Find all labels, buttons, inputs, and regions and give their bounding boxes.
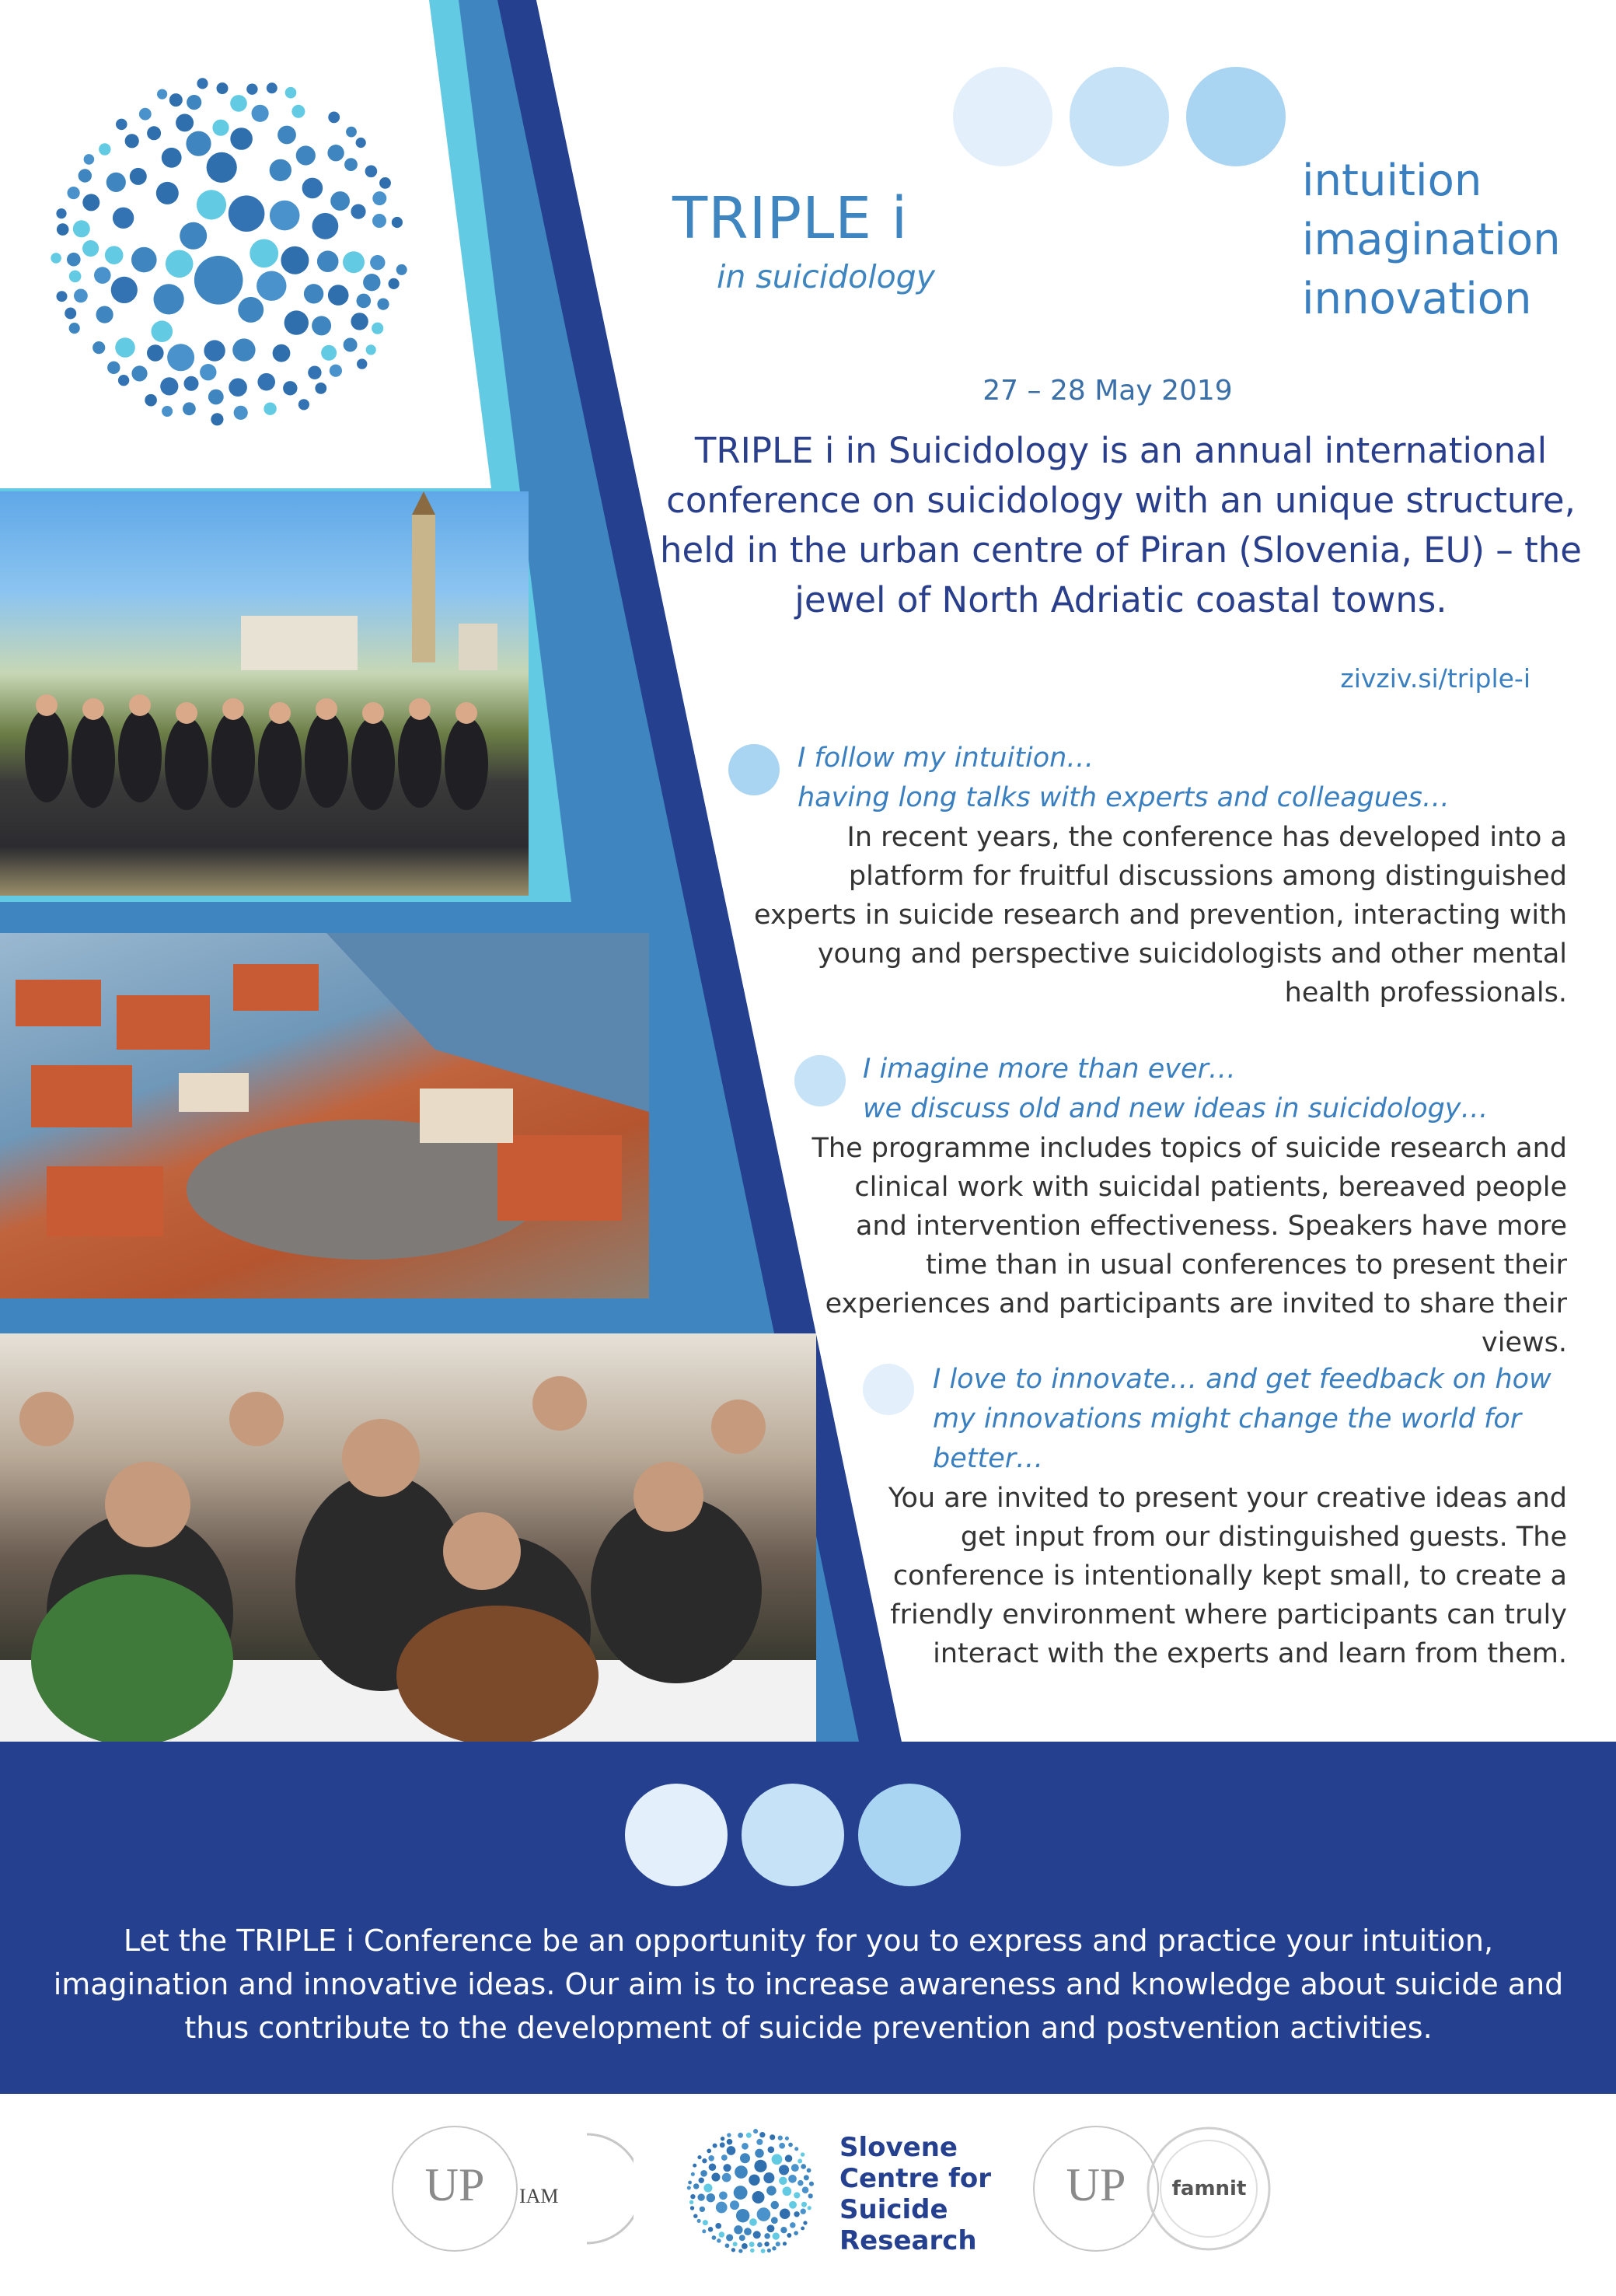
sphere-dot: [56, 208, 66, 218]
sphere-dot: [794, 2192, 800, 2198]
sphere-dot: [389, 278, 400, 289]
sphere-dot: [739, 2235, 745, 2241]
sphere-dot: [118, 375, 129, 386]
sphere-dot: [107, 362, 120, 374]
sphere-dot: [156, 182, 179, 204]
sphere-dot: [809, 2182, 814, 2186]
sphere-dot: [372, 191, 386, 205]
sphere-dot: [82, 240, 99, 257]
sphere-dot: [709, 2163, 717, 2171]
sphere-dot: [131, 247, 157, 273]
sphere-dot: [304, 284, 323, 303]
section-1-heading-1: I follow my intuition…: [798, 743, 1094, 774]
sphere-dot: [281, 246, 309, 274]
sphere-dot: [343, 251, 365, 273]
sphere-dot: [125, 134, 139, 148]
sphere-dot: [764, 2242, 769, 2246]
sphere-dot: [257, 271, 286, 301]
sphere-dot: [779, 2165, 789, 2175]
sphere-dot: [707, 2193, 715, 2202]
header-circles: [952, 66, 1294, 167]
sphere-dot: [284, 310, 309, 334]
sphere-dot: [344, 338, 358, 352]
iam-seal: [579, 2127, 633, 2251]
sphere-dot: [757, 2207, 771, 2221]
sphere-dot: [197, 78, 208, 89]
sphere-dot: [699, 2178, 704, 2183]
sphere-dot: [693, 2214, 697, 2218]
section-3-bullet: [861, 1362, 916, 1417]
sphere-dot: [794, 2211, 799, 2217]
sphere-dot: [730, 2200, 739, 2210]
sphere-dot: [753, 2129, 758, 2133]
sphere-dot: [746, 2133, 752, 2138]
sphere-dot: [798, 2180, 804, 2186]
sphere-dot: [321, 345, 337, 361]
section-3-body: You are invited to present your creative ideas and get input from our distinguished guests. The conference is intentionally kept small, to create a friendly environment where participants can truly interact with the experts and learn from them.: [888, 1483, 1567, 1669]
sphere-dot: [725, 2243, 730, 2248]
sphere-dot: [308, 366, 321, 379]
group-photo: [0, 491, 529, 896]
sphere-dot: [768, 2147, 775, 2154]
sphere-dot: [328, 112, 340, 124]
sphere-dot: [783, 2186, 792, 2196]
section-2-heading-1: I imagine more than ever…: [863, 1054, 1236, 1085]
svg-text:UP: UP: [424, 2159, 485, 2210]
sphere-dot: [767, 2249, 771, 2252]
sphere-dot: [764, 2233, 770, 2239]
sphere-dot: [105, 246, 124, 264]
conference-subtitle: in suicidology: [717, 258, 935, 295]
sphere-dot: [772, 2246, 776, 2250]
sphere-dot: [180, 222, 207, 250]
section-2-bullet: [793, 1054, 847, 1108]
sphere-dot: [69, 323, 80, 334]
sphere-dot: [789, 2201, 797, 2209]
sphere-dot: [68, 187, 80, 199]
sphere-dot: [167, 344, 194, 371]
sphere-dot: [734, 2225, 742, 2234]
sphere-dot: [744, 2228, 752, 2235]
sphere-dot: [807, 2168, 811, 2173]
sphere-dot: [69, 271, 82, 283]
sphere-dot: [721, 2154, 728, 2161]
sphere-dot: [366, 344, 376, 355]
piran-aerial-photo: [0, 933, 649, 1298]
sphere-dot: [229, 378, 247, 397]
conference-url[interactable]: zivziv.si/triple-i: [1340, 663, 1530, 694]
iam-logo-text: IAM: [519, 2185, 559, 2207]
sphere-dot: [702, 2229, 706, 2233]
sphere-dot: [785, 2137, 789, 2140]
sphere-dot: [690, 2194, 695, 2199]
sphere-dot: [330, 365, 342, 377]
sphere-dot: [379, 177, 391, 189]
sphere-dot: [392, 217, 403, 228]
section-2-heading-2: we discuss old and new ideas in suicidology…: [863, 1093, 1489, 1124]
sphere-dot: [779, 2177, 787, 2186]
sphere-dot: [238, 297, 264, 323]
sphere-dot: [372, 214, 386, 228]
sphere-dot: [783, 2242, 787, 2245]
slovene-centre-line-1: Slovene: [839, 2132, 958, 2163]
sphere-dot: [757, 2242, 763, 2248]
sphere-dot: [330, 191, 350, 211]
section-1-body: In recent years, the conference has developed into a platform for fruitful discussions among distinguished experts in suicide research and prevention, interacting with young and perspective suicidologists and other mental health professionals.: [754, 822, 1567, 1008]
sphere-dot: [801, 2227, 805, 2231]
sphere-dot: [291, 105, 305, 118]
sphere-dot: [96, 306, 113, 323]
sphere-dot: [742, 2243, 748, 2249]
sphere-dot: [693, 2183, 699, 2189]
sphere-dot: [312, 213, 339, 239]
sphere-dot: [377, 299, 389, 310]
sphere-dot: [317, 250, 339, 272]
sphere-dot: [169, 93, 183, 107]
sphere-dot: [791, 2164, 799, 2172]
sphere-dot: [801, 2164, 806, 2169]
section-3-heading-2: my innovations might change the world for better…: [933, 1403, 1522, 1474]
sphere-dot: [130, 168, 147, 185]
sphere-dot: [788, 2175, 797, 2183]
sphere-dot: [780, 2227, 787, 2233]
sphere-dot: [357, 294, 372, 309]
sphere-dot: [749, 2218, 757, 2226]
sphere-dot: [773, 2232, 780, 2239]
svg-text:UP: UP: [1066, 2159, 1126, 2210]
sphere-dot: [328, 285, 349, 306]
sphere-dot: [257, 373, 275, 391]
sphere-dot: [264, 403, 276, 415]
sphere-dot: [162, 406, 173, 417]
sphere-dot: [707, 2149, 711, 2154]
sphere-dot: [693, 2164, 696, 2168]
sphere-dot: [230, 128, 253, 150]
sphere-dot: [82, 194, 99, 211]
sphere-dot: [51, 253, 61, 264]
sphere-dot: [794, 2147, 798, 2151]
banner-circle-1: [625, 1784, 728, 1886]
sphere-dot: [767, 2224, 775, 2232]
sphere-dot: [73, 220, 90, 237]
sphere-dot: [99, 143, 110, 155]
sphere-dot: [200, 364, 216, 380]
sphere-dot: [197, 190, 226, 219]
sphere-dot: [211, 413, 223, 425]
sphere-dot: [157, 89, 167, 100]
sphere-dot: [147, 126, 161, 140]
sphere-dot: [252, 105, 269, 122]
sphere-dot: [749, 2242, 755, 2247]
sphere-dot: [356, 138, 366, 148]
sphere-dot: [703, 2220, 708, 2225]
sphere-dot: [152, 320, 173, 342]
tagline-innovation: innovation: [1302, 274, 1532, 324]
univerza-primorska-logo-1: [389, 2123, 521, 2255]
sphere-dot: [689, 2200, 693, 2204]
sphere-dot: [719, 2191, 728, 2200]
sphere-dot: [166, 250, 194, 278]
piran-aerial-illustration: [0, 933, 649, 1298]
slovene-centre-line-2: Centre for: [839, 2163, 992, 2194]
sphere-dot: [351, 204, 365, 219]
sphere-dot: [230, 95, 247, 112]
banner-circles: [622, 1781, 972, 1889]
sphere-dot: [697, 2219, 701, 2223]
sphere-dot: [690, 2206, 694, 2210]
sphere-dot: [754, 2160, 766, 2172]
sphere-dot: [700, 2170, 707, 2177]
sphere-dot: [84, 154, 95, 165]
sphere-dot: [785, 2154, 793, 2162]
sphere-dot: [285, 87, 297, 99]
sphere-dot: [94, 267, 111, 284]
sphere-dot: [713, 2144, 717, 2148]
conference-title: TRIPLE i: [672, 185, 909, 252]
section-3-heading-1: I love to innovate… and get feedback on how: [933, 1364, 1551, 1395]
sphere-dot: [787, 2233, 791, 2238]
sphere-dot: [270, 201, 300, 231]
sphere-dot: [735, 2165, 748, 2179]
famnit-logo-text: famnit: [1171, 2177, 1247, 2200]
sphere-dot: [788, 2143, 793, 2147]
sphere-dot: [363, 274, 380, 291]
sphere-dot: [727, 2146, 736, 2155]
closing-paragraph: Let the TRIPLE i Conference be an opportunity for you to express and practice your intuition, imagination and innovative ideas. Our aim is to increase awareness and knowledge about suicide and thus contribute to the development of suicide prevention and postvention activities.: [53, 1924, 1564, 2045]
sphere-dot: [267, 82, 277, 93]
sphere-dot: [770, 2201, 779, 2210]
sphere-dot: [154, 284, 184, 314]
intro-paragraph: TRIPLE i in Suicidology is an annual international conference on suicidology with an unique structure, held in the urban centre of Piran (Slovenia, EU) – the jewel of North Adriatic coastal towns.: [660, 430, 1582, 620]
sphere-dot: [357, 358, 367, 369]
sphere-dot: [687, 2186, 691, 2189]
sphere-dot: [755, 2149, 764, 2158]
sphere-dot: [697, 2193, 704, 2200]
sphere-dot: [727, 2133, 731, 2137]
sphere-dot: [65, 308, 76, 320]
sphere-dot: [270, 159, 291, 181]
sphere-dot: [296, 145, 316, 165]
sphere-dot: [801, 2202, 807, 2207]
sphere-dot: [372, 323, 383, 334]
sphere-dot: [116, 119, 127, 131]
sphere-dot: [703, 2183, 712, 2192]
sphere-dot: [344, 158, 358, 171]
sphere-dot: [207, 152, 237, 183]
sphere-dot: [749, 2175, 759, 2186]
sphere-dot: [798, 2159, 802, 2164]
header-circle-1: [953, 67, 1052, 166]
sphere-dot: [700, 2207, 705, 2212]
sphere-dot: [302, 178, 323, 199]
sphere-dot: [752, 2191, 765, 2203]
slovene-centre-sphere-logo: [684, 2123, 820, 2259]
audience-illustration: [0, 1333, 816, 1742]
sphere-dot: [232, 338, 255, 361]
sphere-dot: [194, 256, 243, 305]
slovene-centre-line-4: Research: [839, 2225, 977, 2256]
sphere-dot: [183, 402, 196, 415]
slovene-centre-line-3: Suicide: [839, 2194, 948, 2225]
sphere-dot: [113, 208, 134, 229]
sphere-dot: [802, 2186, 809, 2193]
sphere-dot: [771, 2217, 778, 2224]
section-1-bullet: [727, 743, 781, 797]
sphere-dot: [808, 2193, 813, 2198]
sphere-dot: [217, 82, 229, 94]
banner-circle-3: [858, 1784, 961, 1886]
sphere-dot: [702, 2158, 707, 2163]
sphere-dot: [187, 95, 201, 110]
sphere-dot: [298, 399, 309, 410]
triple-i-sphere-logo: [43, 66, 416, 439]
sphere-dot: [790, 2222, 796, 2228]
sphere-dot: [697, 2155, 701, 2159]
header-circle-3: [1186, 67, 1286, 166]
sphere-dot: [736, 2209, 750, 2223]
sphere-dot: [688, 2181, 692, 2185]
sphere-dot: [186, 131, 211, 156]
sphere-dot: [712, 2235, 717, 2240]
sphere-dot: [759, 2132, 765, 2137]
sphere-dot: [804, 2175, 809, 2180]
sphere-dot: [720, 2142, 725, 2147]
group-photo-illustration: [0, 491, 529, 896]
sphere-dot: [721, 2137, 724, 2140]
sphere-dot: [147, 344, 164, 362]
sphere-dot: [115, 337, 135, 358]
sphere-dot: [726, 2234, 733, 2241]
sphere-dot: [229, 195, 265, 232]
sphere-dot: [145, 394, 157, 407]
sphere-dot: [351, 313, 368, 330]
sphere-dot: [273, 344, 291, 362]
sphere-dot: [734, 2186, 748, 2200]
sphere-dot: [738, 2133, 743, 2138]
sphere-dot: [234, 406, 248, 420]
sphere-dot: [780, 2208, 791, 2219]
sphere-dot: [779, 2143, 785, 2149]
sphere-dot: [57, 291, 68, 302]
sphere-dot: [738, 2249, 742, 2252]
sphere-dot: [708, 2227, 713, 2231]
sphere-dot: [111, 277, 138, 303]
sphere-dot: [717, 2238, 721, 2242]
sphere-dot: [770, 2134, 775, 2140]
sphere-dot: [727, 2139, 733, 2145]
sphere-dot: [715, 2223, 721, 2229]
sphere-dot: [801, 2152, 805, 2156]
tagline-intuition: intuition: [1302, 156, 1482, 206]
sphere-dot: [346, 127, 357, 138]
sphere-dot: [723, 2164, 731, 2172]
sphere-dot: [74, 289, 88, 303]
sphere-dot: [250, 239, 278, 268]
slovene-centre-logo-text: [839, 2132, 991, 2256]
sphere-dot: [731, 2248, 735, 2252]
sphere-dot: [719, 2231, 725, 2238]
sphere-dot: [370, 255, 385, 270]
banner-circle-2: [742, 1784, 844, 1886]
sphere-dot: [162, 148, 182, 168]
sphere-dot: [722, 2173, 731, 2182]
sphere-dot: [750, 2249, 754, 2252]
sphere-dot: [67, 253, 81, 267]
sphere-dot: [204, 340, 225, 361]
sphere-dot: [208, 390, 224, 405]
sphere-dot: [312, 316, 331, 335]
sphere-dot: [283, 381, 297, 395]
sphere-dot: [740, 2153, 750, 2163]
sphere-dot: [761, 2249, 766, 2253]
sphere-dot: [756, 2139, 763, 2145]
sphere-dot: [766, 2186, 777, 2196]
sphere-dot: [716, 2202, 728, 2214]
sphere-dot: [277, 126, 296, 145]
sphere-dot: [92, 341, 105, 354]
sphere-dot: [776, 2242, 780, 2246]
sphere-dot: [396, 264, 407, 275]
sphere-dot: [106, 173, 126, 192]
section-1-heading-2: having long talks with experts and colleagues…: [798, 782, 1450, 813]
sphere-dot: [131, 365, 147, 381]
sphere-dot: [315, 383, 326, 394]
tagline-imagination: imagination: [1302, 215, 1561, 265]
sphere-dot: [778, 2136, 783, 2140]
sphere-dot: [733, 2242, 738, 2246]
sphere-dot: [808, 2206, 811, 2210]
conference-date: 27 – 28 May 2019: [983, 375, 1233, 407]
sphere-dot: [139, 108, 152, 121]
sphere-dot: [708, 2155, 714, 2161]
sphere-dot: [742, 2143, 749, 2150]
sphere-dot: [772, 2154, 783, 2165]
sphere-dot: [794, 2231, 798, 2235]
sphere-dot: [365, 166, 378, 178]
sphere-dot: [327, 145, 344, 161]
sphere-dot: [79, 169, 92, 182]
audience-photo: [0, 1333, 816, 1742]
header-circle-2: [1070, 67, 1169, 166]
sphere-dot: [212, 120, 229, 136]
sphere-dot: [803, 2221, 807, 2224]
sphere-dot: [176, 114, 194, 131]
sphere-dot: [753, 2231, 761, 2238]
sphere-dot: [801, 2209, 806, 2214]
section-2-body: The programme includes topics of suicide research and clinical work with suicidal patients, bereaved people and intervention effectiveness. Speakers have more time than in usual conferences to present their experiences and participants are invited to share their views.: [811, 1133, 1567, 1358]
sphere-dot: [184, 376, 199, 391]
sphere-dot: [691, 2172, 695, 2176]
sphere-dot: [160, 377, 178, 395]
sphere-dot: [246, 84, 257, 95]
sphere-dot: [763, 2172, 774, 2183]
sphere-dot: [711, 2173, 720, 2182]
sphere-dot: [57, 223, 69, 236]
